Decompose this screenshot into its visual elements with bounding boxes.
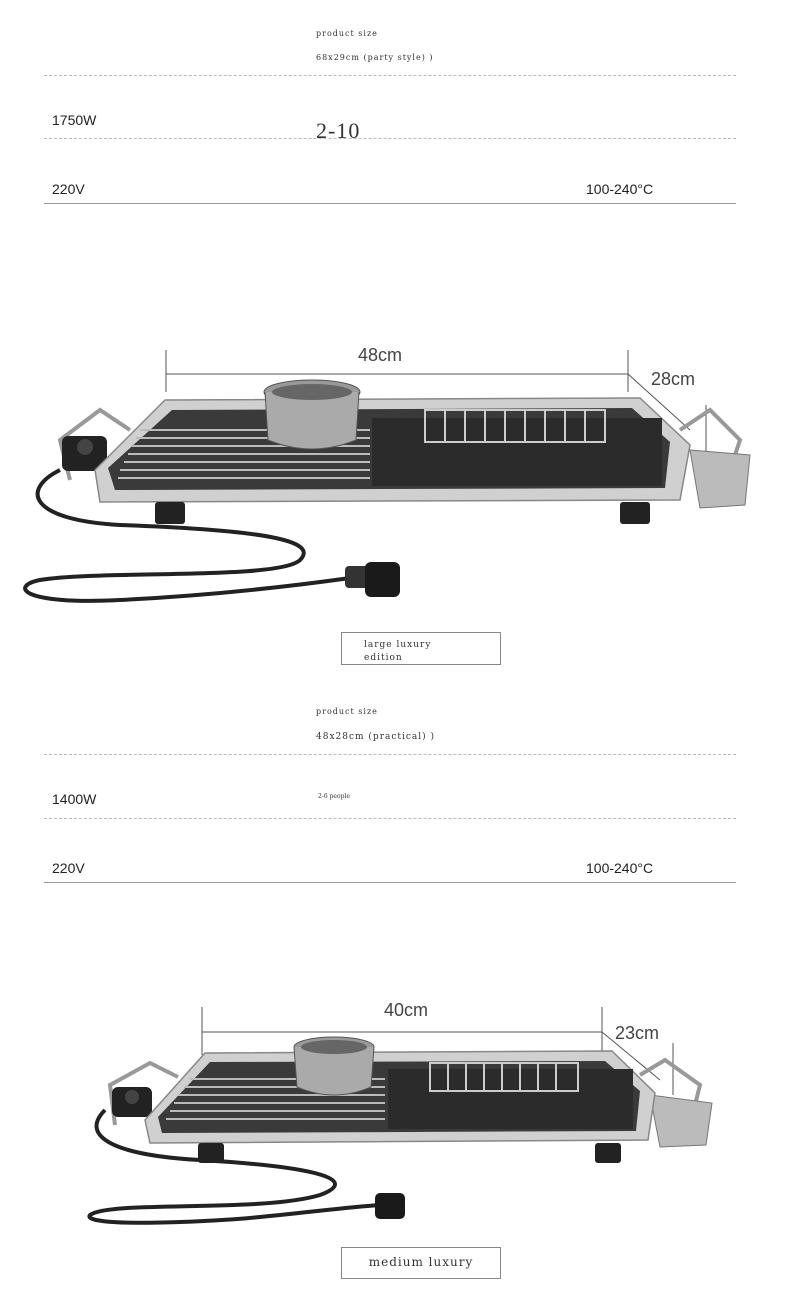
- width-dimension-2: 40cm: [384, 1000, 429, 1020]
- edition-label-1: [341, 632, 501, 665]
- divider: [44, 818, 736, 819]
- power-rating-2: 1400W: [52, 791, 97, 807]
- depth-dimension-1: 28cm: [651, 369, 696, 389]
- people-count-1: 2-10: [316, 118, 361, 143]
- medium-grill-illustration: [0, 995, 790, 1245]
- width-dimension-1: 48cm: [358, 345, 403, 365]
- product-size-value-1: 68x29cm (party style) ): [316, 53, 434, 62]
- product-size-value-2: 48x28cm (practical) ): [316, 732, 436, 742]
- divider: [44, 754, 736, 755]
- power-rating-1: 1750W: [52, 112, 97, 128]
- voltage-2: 220V: [52, 860, 85, 876]
- edition-label-text-2: medium luxury: [368, 1255, 474, 1269]
- temperature-range-2: 100-240°C: [586, 860, 654, 876]
- product-size-label-1: product size: [316, 29, 378, 38]
- product-size-label-2: product size: [316, 707, 378, 716]
- edition-label-text-1: large luxury edition: [364, 640, 432, 663]
- depth-dimension-2: 23cm: [615, 1023, 660, 1043]
- edition-label-2: [341, 1247, 501, 1279]
- voltage-1: 220V: [52, 181, 85, 197]
- people-count-2: 2-6 people: [318, 793, 350, 800]
- divider: [44, 75, 736, 76]
- temperature-range-1: 100-240°C: [586, 181, 654, 197]
- divider: [44, 882, 736, 883]
- divider: [44, 203, 736, 204]
- divider: [44, 138, 736, 139]
